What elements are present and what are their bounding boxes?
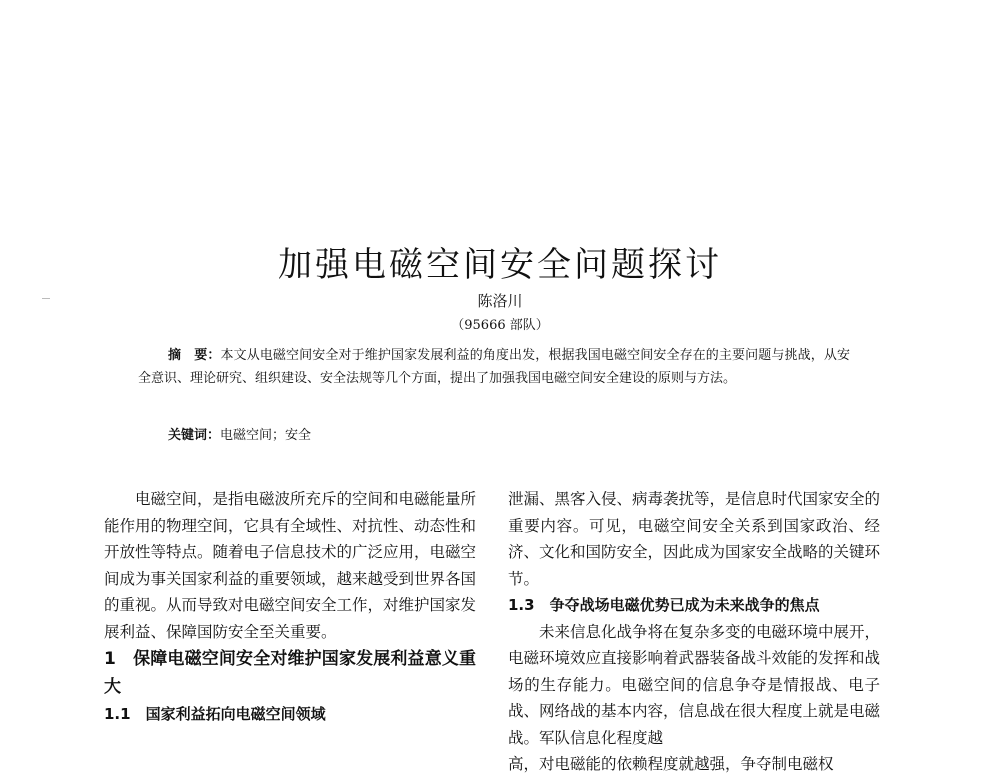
left-column xyxy=(104,486,477,723)
abstract-text: 本文从电磁空间安全对于维护国家发展利益的角度出发，根据我国电磁空间安全存在的主要问题与挑战，从安全意识、理论研究、组织建设、安全法规等几个方面，提出了加强我国电磁空间安全建设的原则与方法。 xyxy=(138,348,850,386)
paper-title: 加强电磁空间安全问题探讨 xyxy=(278,244,722,285)
keywords-text: 电磁空间；安全 xyxy=(220,428,312,443)
keywords-label: 关键词： xyxy=(168,428,221,443)
continued-paragraph: 泄漏、黑客入侵、病毒袭扰等，是信息时代国家安全的重要内容。可见，电磁空间安全关系到国家政治、经济、文化和国防安全，因此成为国家安全战略的关键环节。 xyxy=(508,490,881,588)
abstract-label: 摘 要： xyxy=(168,348,221,363)
section-1-3-paragraph: 未来信息化战争将在复杂多变的电磁环境中展开，电磁环境效应直接影响着武器装备战斗效能的发挥和战场的生存能力。电磁空间的信息争夺是情报战、电子战、网络战的基本内容，信息战在很大程度上就是电磁战。军队信息化程度越 xyxy=(508,622,881,747)
section-1-3-cut-line: 高，对电磁能的依赖程度就越强，争夺制电磁权 xyxy=(508,755,834,773)
section-1-1-heading: 1.1 国家利益拓向电磁空间领域 xyxy=(104,705,326,723)
abstract xyxy=(138,344,850,390)
author-affiliation: （95666 部队） xyxy=(451,318,549,333)
keywords xyxy=(168,424,311,443)
section-1-heading: 1 保障电磁空间安全对维护国家发展利益意义重大 xyxy=(104,649,476,697)
intro-paragraph: 电磁空间，是指电磁波所充斥的空间和电磁能量所能作用的物理空间，它具有全域性、对抗性、动态性和开放性等特点。随着电子信息技术的广泛应用，电磁空间成为事关国家利益的重要领域，越来越受到世界各国的重视。从而导致对电磁空间安全工作，对维护国家发展利益、保障国防安全至关重要。 xyxy=(104,490,477,641)
section-1-3-heading: 1.3 争夺战场电磁优势已成为未来战争的焦点 xyxy=(508,596,820,614)
right-column xyxy=(508,486,881,773)
author-name: 陈洛川 xyxy=(477,292,523,310)
